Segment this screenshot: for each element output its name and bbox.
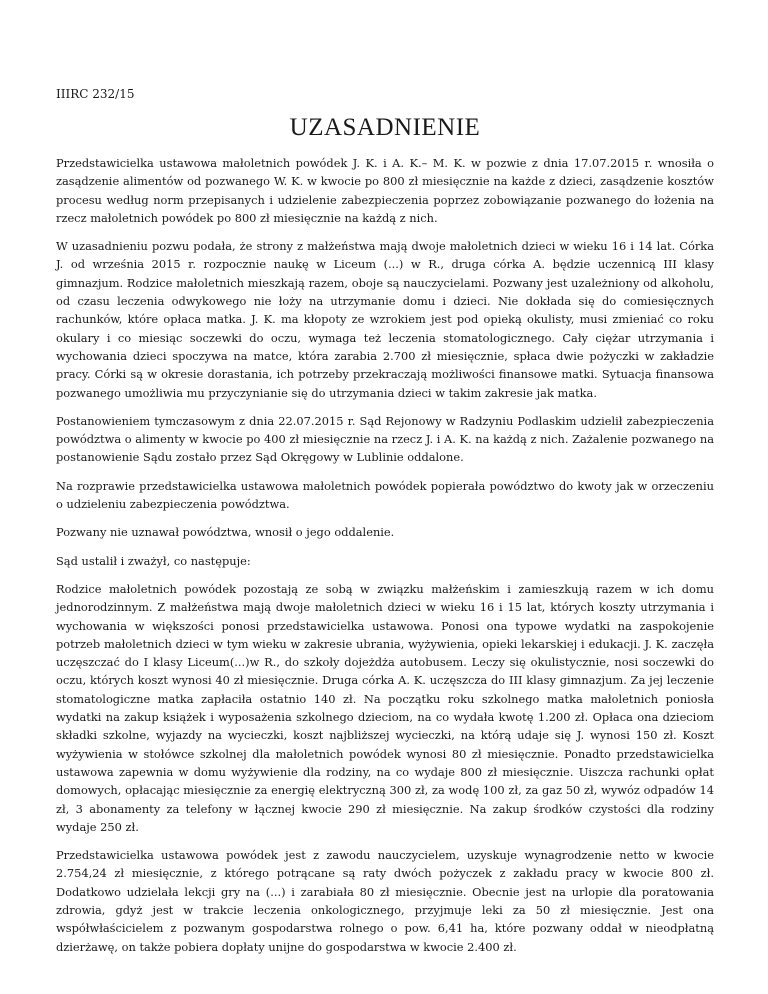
paragraph-family-situation: Rodzice małoletnich powódek pozostają ze sobą w związku małżeńskim i zamieszkują razem w ich domu jednorodzinnym. Z małżeństwa mają dwoje małoletnich dzieci w wieku 16 i 15 lat, których koszty utrzymania i wychowania w większości ponosi przedstawicielka ustawowa. Ponosi ona typowe wydatki na zaspokojenie potrzeb małoletnich dzieci w tym wieku w zakresie ubrania, wyżywienia, opieki lekarskiej i edukacji. J. K. zaczęła uczęszczać do I klasy Liceum(...)w R., do szkoły dojeżdża autobusem. Leczy się okulistycznie, nosi soczewki do oczu, których koszt wynosi 40 zł miesięcznie. Druga córka A. K. uczęszcza do III klasy gimnazjum. Za jej leczenie stomatologiczne matka zapłaciła ostatnio 140 zł. Na początku roku szkolnego matka małoletnich poniosła wydatki na zakup książek i wyposażenia szkolnego dzieciom, na co wydała kwotę 1.200 zł. Opłaca ona dzieciom składki szkolne, wyjazdy na wycieczki, koszt najbliższej wycieczki, na którą udaje się J. wynosi 150 zł. Koszt wyżywienia w stołówce szkolnej dla małoletnich powódek wynosi 80 zł miesięcznie. Ponadto przedstawicielka ustawowa zapewnia w domu wyżywienie dla rodziny, na co wydaje 800 zł miesięcznie. Uiszcza rachunki opłat domowych, opłacając miesięcznie za energię elektryczną 300 zł, za wodę 100 zł, za gaz 50 zł, wywóz odpadów 14 zł, 3 abonamenty za telefony w łącznej kwocie 290 zł miesięcznie. Na zakup środków czystości dla rodziny wydaje 250 zł. [56,581,714,834]
paragraph-claim: Przedstawicielka ustawowa małoletnich powódek J. K. i A. K.– M. K. w pozwie z dnia 17.07.2015 r. wnosiła o zasądzenie alimentów od pozwanego W. K. w kwocie po 800 zł miesięcznie na każde z dzieci, zasądzenie kosztów procesu według norm przepisanych i udzielenie zabezpieczenia poprzez zobowiązanie pozwanego do łożenia na rzecz małoletnich powódek po 800 zł miesięcznie na każdą z nich. [56,156,714,225]
document-title: UZASADNIENIE [289,114,481,141]
document-page [56,86,714,966]
paragraph-hearing: Na rozprawie przedstawicielka ustawowa małoletnich powódek popierała powództwo do kwoty jak w orzeczeniu o udzieleniu zabezpieczenia powództwa. [56,478,714,512]
paragraph-defendant: Pozwany nie uznawał powództwa, wnosił o jego oddalenie. [56,525,395,540]
case-number: IIIRC 232/15 [56,87,135,101]
paragraph-justification: W uzasadnieniu pozwu podała, że strony z małżeństwa mają dwoje małoletnich dzieci w wieku 16 i 14 lat. Córka J. od września 2015 r. rozpocznie naukę w Liceum (...) w R., druga córka A. będzie uczennicą III klasy gimnazjum. Rodzice małoletnich mieszkają razem, oboje są nauczycielami. Pozwany jest uzależniony od alkoholu, od czasu leczenia odwykowego nie łoży na utrzymanie domu i dzieci. Nie dokłada się do comiesięcznych rachunków, które opłaca matka. J. K. ma kłopoty ze wzrokiem jest pod opieką okulisty, musi zmieniać co roku okulary i co miesiąc soczewki do oczu, wymaga też leczenia stomatologicznego. Cały ciężar utrzymania i wychowania dzieci spoczywa na matce, która zarabia 2.700 zł miesięcznie, spłaca dwie pożyczki w zakładzie pracy. Córki są w okresie dorastania, ich potrzeby przekraczają możliwości finansowe matki. Sytuacja finansowa pozwanego umożliwia mu przyczynianie się do utrzymania dzieci w takim zakresie jak matka. [56,239,714,400]
paragraph-court-findings-intro: Sąd ustalił i zważył, co następuje: [56,553,251,568]
paragraph-interim-order: Postanowieniem tymczasowym z dnia 22.07.2015 r. Sąd Rejonowy w Radzyniu Podlaskim udzielił zabezpieczenia powództwa o alimenty w kwocie po 400 zł miesięcznie na rzecz J. i A. K. na każdą z nich. Zażalenie pozwanego na postanowienie Sądu zostało przez Sąd Okręgowy w Lublinie oddalone. [56,413,714,465]
paragraph-mother-income: Przedstawicielka ustawowa powódek jest z zawodu nauczycielem, uzyskuje wynagrodzenie netto w kwocie 2.754,24 zł miesięcznie, z którego potrącane są raty dwóch pożyczek z zakładu pracy w kwocie 800 zł. Dodatkowo udzielała lekcji gry na (...) i zarabiała 80 zł miesięcznie. Obecnie jest na urlopie dla poratowania zdrowia, gdyż jest w trakcie leczenia onkologicznego, przyjmuje leki za 50 zł miesięcznie. Jest ona współwłaścicielem z pozwanym gospodarstwa rolnego o pow. 6,41 ha, które pozwany oddał w nieodpłatną dzierżawę, on także pobiera dopłaty unijne do gospodarstwa w kwocie 2.400 zł. [56,848,714,954]
